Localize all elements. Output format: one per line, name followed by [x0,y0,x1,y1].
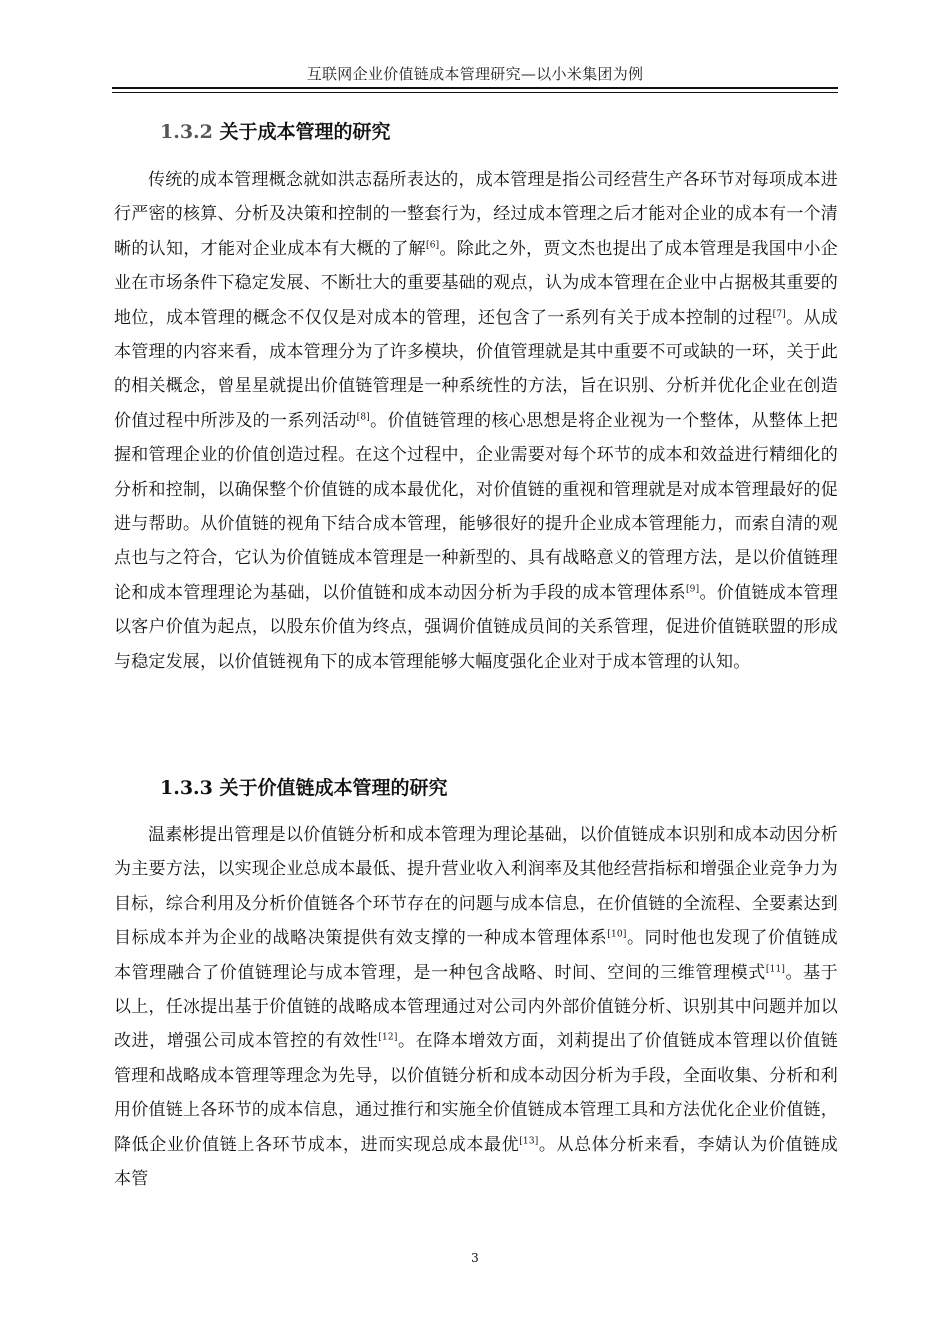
citation: [9] [685,584,700,595]
section-number: 1.3.3 [160,777,213,799]
body-paragraph [114,818,838,1196]
section-heading-1-3-3 [160,775,448,801]
citation: [10] [607,929,627,940]
paragraph-text: 传统的成本管理概念就如洪志磊所表达的，成本管理是指公司经营生产各环节对每项成本进行严密的核算、分析及决策和控制的一整套行为，经过成本管理之后才能对企业的成本有一个清晰的认知，才能对企业成本有大概的了解 [114,170,838,259]
citation: [7] [772,308,786,319]
citation: [13] [519,1136,539,1146]
paragraph-text: 。从成本管理的内容来看，成本管理分为了许多模块，价值管理就是其中重要不可或缺的一环，关于此的相关概念，曾星星就提出价值链管理是一种系统性的方法，旨在识别、分析并优化企业在创造价值过程中所涉及的一系列活动 [114,307,838,431]
paragraph-text: 。同时他也发现了价值链成本管理融合了价值链理论与成本管理，是一种包含战略、时间、空间的三维管理模式 [114,928,838,983]
paragraph-text: 。基于以上，任冰提出基于价值链的战略成本管理通过对公司内外部价值链分析、识别其中问题并加以改进，增强公司成本管控的有效性 [114,962,838,1052]
page-number: 3 [471,1251,479,1265]
paragraph-text: 温素彬提出管理是以价值链分析和成本管理为理论基础，以价值链成本识别和成本动因分析为主要方法，以实现企业总成本最低、提升营业收入利润率及其他经营指标和增强企业竞争力为目标，综合利用及分析价值链各个环节存在的问题与成本信息，在价值链的全流程、全要素达到目标成本并为企业的战略决策提供有效支撑的一种成本管理体系 [114,825,838,949]
running-header: 互联网企业价值链成本管理研究—以小米集团为例 [306,65,644,83]
section-title: 关于成本管理的研究 [219,121,391,143]
header-rule-thin [112,92,838,93]
section-title: 关于价值链成本管理的研究 [219,777,448,799]
paragraph-text: 。价值链管理的核心思想是将企业视为一个整体，从整体上把握和管理企业的价值创造过程。在这个过程中，企业需要对每个环节的成本和效益进行精细化的分析和控制，以确保整个价值链的成本最优化，对价值链的重视和管理就是对成本管理最好的促进与帮助。从价值链的视角下结合成本管理，能够很好的提升企业成本管理能力，而索自清的观点也与之符合，它认为价值链成本管理是一种新型的、具有战略意义的管理方法，是以价值链理论和成本管理理论为基础，以价值链和成本动因分析为手段的成本管理体系 [114,410,838,603]
paragraph-text: 。从总体分析来看，李婧认为价值链成本管 [114,1134,838,1190]
citation: [12] [378,1032,398,1043]
paragraph-text: 。在降本增效方面，刘莉提出了价值链成本管理以价值链管理和战略成本管理等理念为先导，以价值链分析和成本动因分析为手段，全面收集、分析和利用价值链上各环节的成本信息，通过推行和实施全价值链成本管理工具和方法优化企业价值链，降低企业价值链上各环节成本，进而实现总成本最优 [114,1031,839,1155]
citation: [8] [356,412,371,423]
citation: [6] [425,240,440,251]
paragraph-text: 。价值链成本管理以客户价值为起点，以股东价值为终点，强调价值链成员间的关系管理，促进价值链联盟的形成与稳定发展，以价值链视角下的成本管理能够大幅度强化企业对于成本管理的认知。 [114,582,838,672]
section-number: 1.3.2 [160,121,213,143]
section-heading-1-3-2 [160,119,391,145]
citation: [11] [765,963,786,974]
header-rule-thick [112,87,838,89]
body-paragraph [114,163,838,679]
paragraph-text: 。除此之外，贾文杰也提出了成本管理是我国中小企业在市场条件下稳定发展、不断壮大的重要基础的观点，认为成本管理在企业中占据极其重要的地位，成本管理的概念不仅仅是对成本的管理，还包含了一系列有关于成本控制的过程 [114,238,838,328]
